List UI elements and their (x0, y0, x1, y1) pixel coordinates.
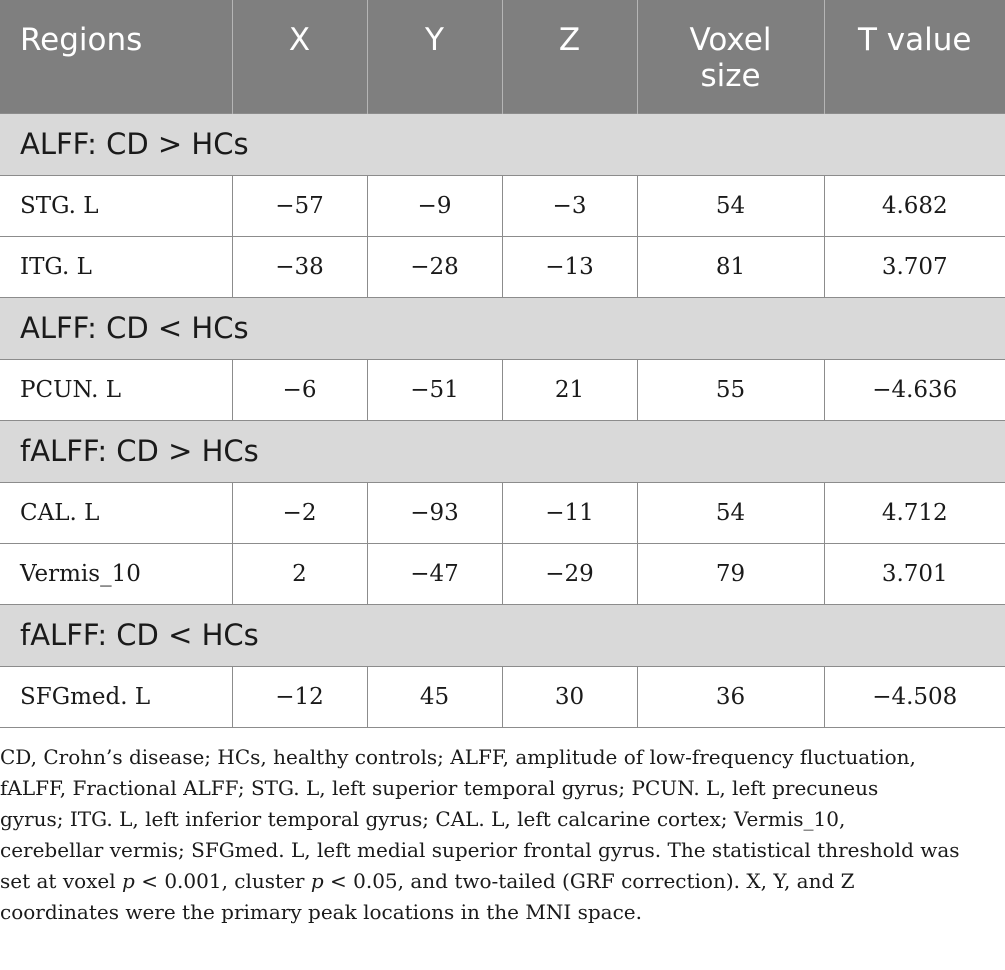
cell-t-value: 3.701 (824, 543, 1005, 604)
cell-x: −2 (232, 482, 367, 543)
cell-region: ITG. L (0, 236, 232, 297)
cell-t-value: 4.712 (824, 482, 1005, 543)
table-row (0, 543, 1005, 604)
cell-x: −6 (232, 359, 367, 420)
cell-y: −47 (367, 543, 502, 604)
table-row (0, 666, 1005, 727)
footnote-p-symbol: p (122, 869, 135, 893)
cell-z: −3 (502, 175, 637, 236)
cell-x: −57 (232, 175, 367, 236)
cell-x: −38 (232, 236, 367, 297)
header-z: Z (502, 0, 637, 113)
footnote-text: < 0.001, cluster (134, 869, 311, 893)
footnote-line: CD, Crohn’s disease; HCs, healthy controls; ALFF, amplitude of low-frequency fluctuation, (0, 745, 916, 769)
table-row (0, 175, 1005, 236)
header-row (0, 0, 1005, 113)
cell-t-value: 4.682 (824, 175, 1005, 236)
section-row (0, 113, 1005, 175)
section-title: ALFF: CD > HCs (0, 113, 1005, 175)
section-title: fALFF: CD > HCs (0, 420, 1005, 482)
cell-region: STG. L (0, 175, 232, 236)
header-voxel-line1: Voxel (689, 22, 772, 58)
cell-x: 2 (232, 543, 367, 604)
footnote-line: coordinates were the primary peak locations in the MNI space. (0, 900, 642, 924)
footnote-line: gyrus; ITG. L, left inferior temporal gyrus; CAL. L, left calcarine cortex; Vermis_10, (0, 807, 846, 831)
footnote-text: set at voxel (0, 869, 123, 893)
footnote-line: cerebellar vermis; SFGmed. L, left medial superior frontal gyrus. The statistical threshold was (0, 838, 960, 862)
header-regions: Regions (0, 0, 232, 113)
cell-z: 30 (502, 666, 637, 727)
cell-y: −93 (367, 482, 502, 543)
cell-x: −12 (232, 666, 367, 727)
footnote-line (0, 866, 1003, 897)
table-row (0, 236, 1005, 297)
section-row (0, 420, 1005, 482)
section-title: fALFF: CD < HCs (0, 604, 1005, 666)
table-row (0, 359, 1005, 420)
cell-z: −13 (502, 236, 637, 297)
cell-region: CAL. L (0, 482, 232, 543)
footnote-p-symbol: p (310, 869, 324, 893)
cell-y: −28 (367, 236, 502, 297)
cell-t-value: −4.636 (824, 359, 1005, 420)
header-voxel-size (637, 0, 824, 113)
cell-voxel: 54 (637, 482, 824, 543)
section-row (0, 604, 1005, 666)
cell-voxel: 79 (637, 543, 824, 604)
footnote-text: < 0.05, and two-tailed (GRF correction). X, Y, and Z (323, 869, 855, 893)
cell-region: SFGmed. L (0, 666, 232, 727)
cell-voxel: 54 (637, 175, 824, 236)
cell-z: 21 (502, 359, 637, 420)
cell-z: −29 (502, 543, 637, 604)
cell-y: −9 (367, 175, 502, 236)
cell-y: 45 (367, 666, 502, 727)
cell-voxel: 81 (637, 236, 824, 297)
section-row (0, 297, 1005, 359)
cell-t-value: 3.707 (824, 236, 1005, 297)
cell-z: −11 (502, 482, 637, 543)
cell-region: PCUN. L (0, 359, 232, 420)
footnote-line: fALFF, Fractional ALFF; STG. L, left superior temporal gyrus; PCUN. L, left precuneus (0, 776, 879, 800)
table-row (0, 482, 1005, 543)
cell-t-value: −4.508 (824, 666, 1005, 727)
cell-voxel: 36 (637, 666, 824, 727)
cell-voxel: 55 (637, 359, 824, 420)
table-footnote (0, 742, 1005, 928)
header-voxel-line2: size (700, 58, 761, 94)
section-title: ALFF: CD < HCs (0, 297, 1005, 359)
header-y: Y (367, 0, 502, 113)
cell-region: Vermis_10 (0, 543, 232, 604)
header-x: X (232, 0, 367, 113)
cell-y: −51 (367, 359, 502, 420)
header-t-value: T value (824, 0, 1005, 113)
